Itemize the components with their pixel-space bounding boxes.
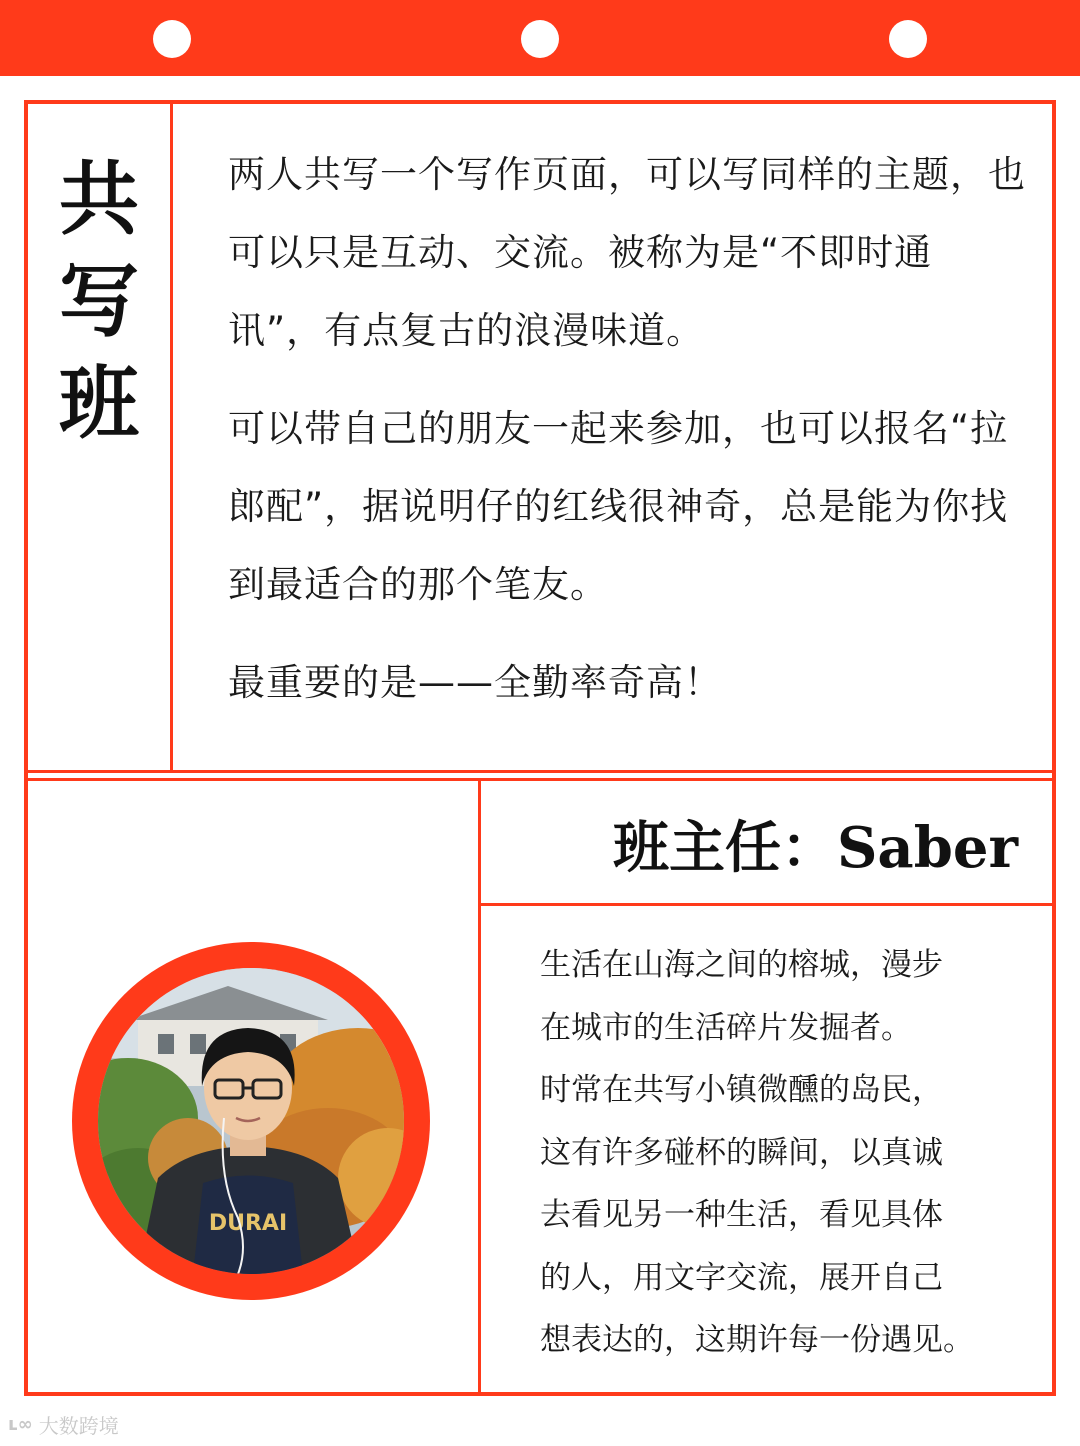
binder-hole-right — [889, 20, 927, 58]
section-divider-lower — [28, 778, 1052, 781]
bottom-column-divider — [478, 781, 481, 1392]
intro-paragraph: 两人共写一个写作页面，可以写同样的主题，也可以只是互动、交流。被称为是“不即时通讯”，有点复古的浪漫味道。 — [228, 153, 1026, 352]
intro-paragraph-highlight: 最重要的是——全勤率奇高！ — [228, 661, 722, 704]
teacher-name-divider — [481, 903, 1052, 906]
bio-line: 在城市的生活碎片发掘者。 — [540, 1009, 912, 1046]
watermark-logo: ʟ∞ — [8, 1414, 33, 1435]
intro-paragraph: 可以带自己的朋友一起来参加，也可以报名“拉郎配”，据说明仔的红线很神奇，总是能为你找到最适合的那个笔友。 — [228, 407, 1009, 606]
bio-line: 想表达的，这期许每一份遇见。 — [540, 1322, 974, 1358]
class-title — [28, 148, 170, 454]
bio-line: 生活在山海之间的榕城，漫步 — [540, 947, 943, 983]
bio-line: 这有许多碰杯的瞬间，以真诚 — [540, 1134, 943, 1171]
watermark — [8, 1410, 119, 1439]
binder-hole-center — [521, 20, 559, 58]
avatar-portrait-illustration — [98, 968, 404, 1274]
avatar-ring — [72, 942, 430, 1300]
teacher-bio — [540, 934, 1048, 1372]
top-banner — [0, 0, 1080, 76]
class-title-char-1: 共 — [59, 152, 139, 246]
class-title-char-3: 班 — [59, 356, 139, 450]
section-divider-upper — [28, 770, 1052, 773]
intro-text — [228, 136, 1028, 742]
binder-hole-left — [153, 20, 191, 58]
teacher-heading: 班主任：Saber — [612, 815, 1018, 881]
title-column-divider — [170, 104, 173, 772]
bio-line: 的人，用文字交流，展开自己 — [540, 1259, 943, 1296]
bio-line: 去看见另一种生活，看见具体 — [540, 1197, 943, 1233]
bio-line: 时常在共写小镇微醺的岛民， — [540, 1072, 943, 1108]
watermark-text: 大数跨境 — [38, 1414, 119, 1438]
class-title-char-2: 写 — [59, 254, 139, 348]
avatar-shirt-text: DURAI — [208, 1211, 288, 1236]
avatar — [98, 968, 404, 1274]
